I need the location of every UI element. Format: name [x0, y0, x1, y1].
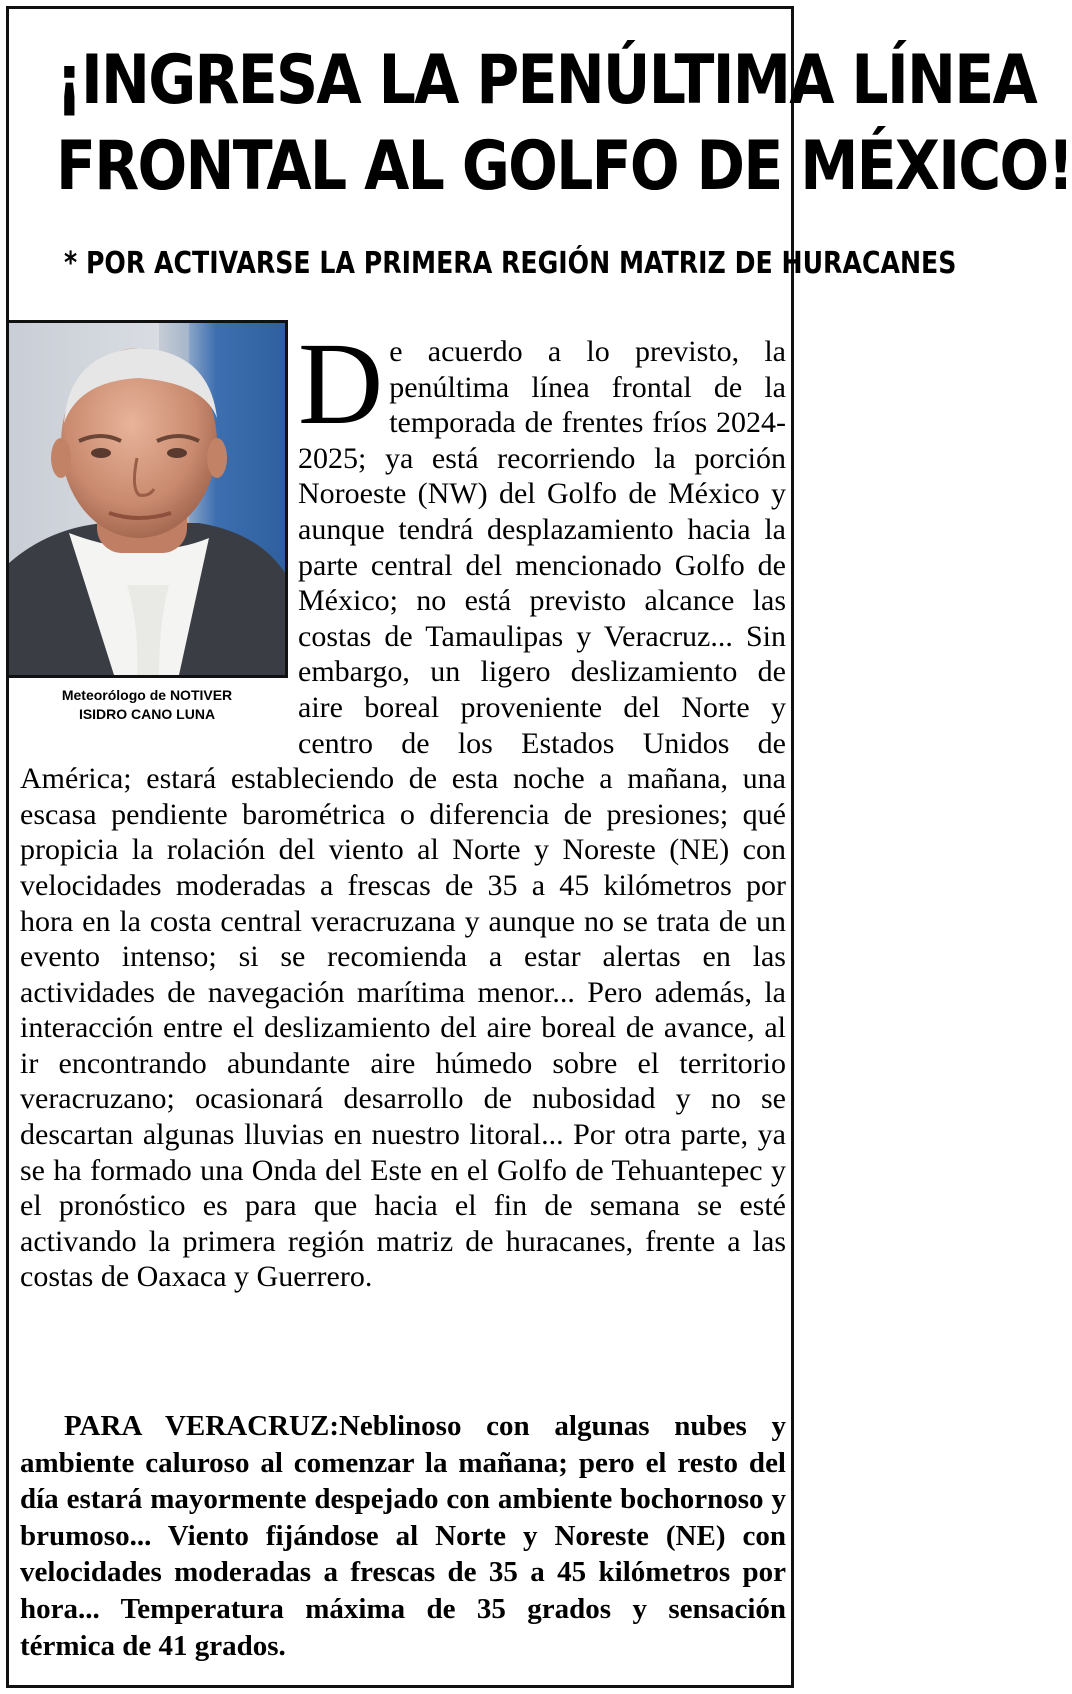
- headline-line-1: ¡INGRESA LA PENÚLTIMA LÍNEA: [56, 41, 1036, 120]
- headline-line-2: FRONTAL AL GOLFO DE MÉXICO!: [56, 127, 1072, 206]
- article-body: [20, 318, 786, 1295]
- photo-spacer: [20, 334, 298, 729]
- caption-line-2: ISIDRO CANO LUNA: [78, 706, 216, 722]
- drop-cap: D: [298, 318, 384, 449]
- caption-line-1: Meteorólogo de NOTIVER: [61, 687, 233, 703]
- forecast-paragraph: PARA VERACRUZ:Neblinoso con algunas nubes y ambiente caluroso al comenzar la mañana; pero el resto del día estará mayormente despejado con ambiente bochornoso y brumoso... Viento fijándose al Norte y Noreste (NE) con velocidades moderadas a frescas de 35 a 45 kilómetros por hora... Temperatura máxima de 35 grados y sensación térmica de 41 grados.: [20, 1410, 786, 1662]
- headline: [56, 38, 1072, 210]
- body-text: e acuerdo a lo previsto, la penúltima línea frontal de la temporada de frentes fríos 2024-2025; ya está recorriendo la porción Noroeste (NW) del Golfo de México y aunque tendrá desplazamiento hacia la parte central del mencionado Golfo de México; no está previsto alcance las costas de Tamaulipas y Veracruz... Sin embargo, un ligero deslizamiento de aire boreal proveniente del Norte y centro de los Estados Unidos de América; estará estableciendo de esta noche a mañana, una escasa pendiente barométrica o diferencia de presiones; qué propicia la rolación del viento al Norte y Noreste (NE) con velocidades moderadas a frescas de 35 a 45 kilómetros por hora en la costa central veracruzana y aunque no se trata de un evento intenso; si se recomienda a estar alertas en las actividades de navegación marítima menor... Pero además, la interacción entre el deslizamiento del aire boreal de avance, al ir encontrando abundante aire húmedo sobre el territorio veracruzano; ocasionará desarrollo de nubosidad y no se descartan algunas lluvias en nuestro litoral... Por otra parte, ya se ha formado una Onda del Este en el Golfo de Tehuantepec y el pronóstico es para que hacia el fin de semana se esté activando la primera región matriz de huracanes, frente a las costas de Oaxaca y Guerrero.: [20, 335, 786, 1294]
- subheadline: * POR ACTIVARSE LA PRIMERA REGIÓN MATRIZ DE HURACANES: [64, 246, 957, 281]
